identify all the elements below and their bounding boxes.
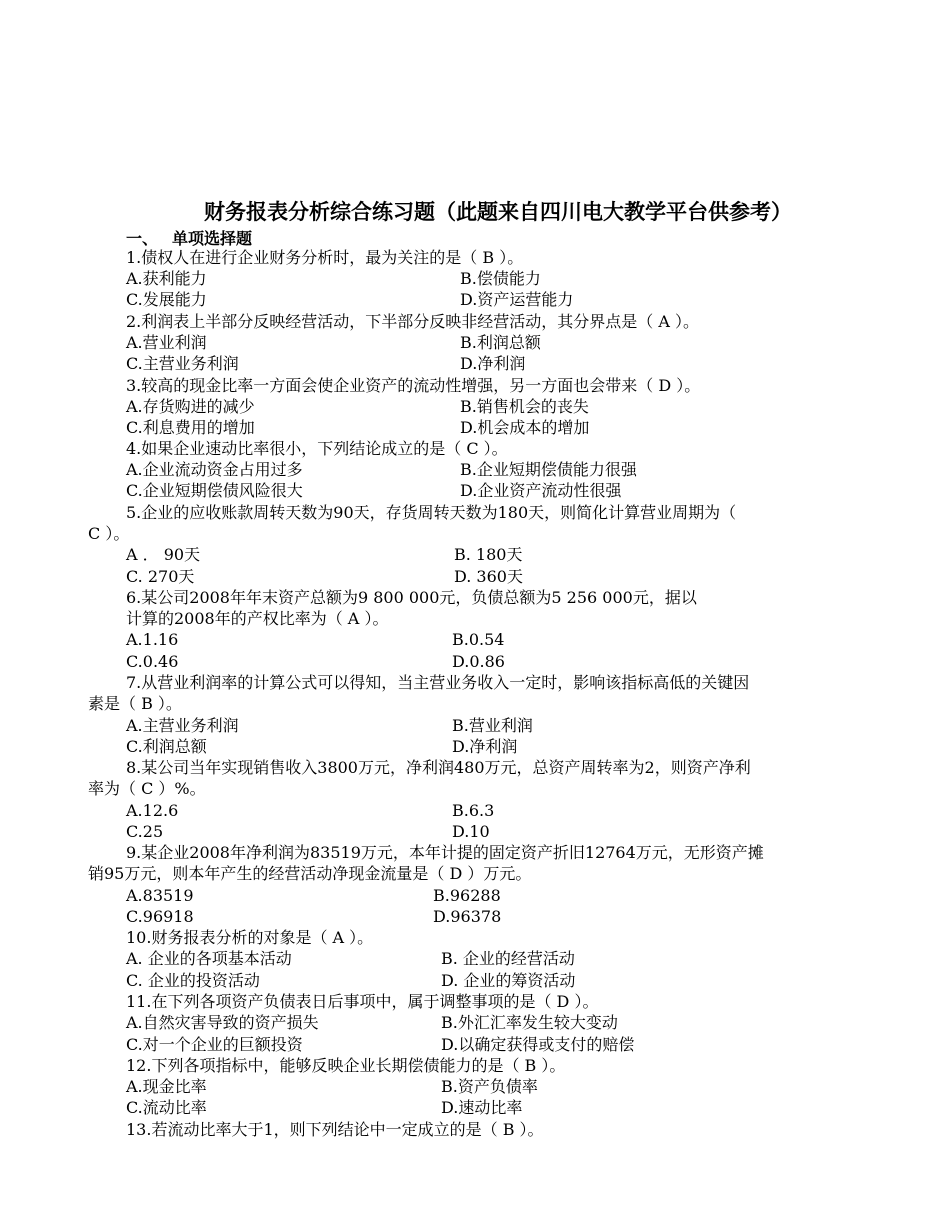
question-9-stem-continued: 销95万元，则本年产生的经营活动净现金流量是（ D ）万元。 bbox=[88, 864, 532, 883]
question-6-stem-continued: 计算的2008年的产权比率为（ A ）。 bbox=[126, 609, 389, 628]
question-10-option-a: A. 企业的各项基本活动 bbox=[126, 949, 292, 968]
section-number: 一、 bbox=[126, 229, 159, 248]
question-2-option-c: C.主营业务利润 bbox=[126, 354, 239, 373]
question-10-option-c: C. 企业的投资活动 bbox=[126, 971, 260, 990]
question-6-option-d: D.0.86 bbox=[452, 652, 505, 671]
question-8-stem: 8.某公司当年实现销售收入3800万元，净利润480万元，总资产周转率为2，则资产净利 bbox=[126, 758, 751, 777]
question-12-option-d: D.速动比率 bbox=[441, 1098, 523, 1117]
question-3-option-b: B.销售机会的丧失 bbox=[460, 397, 589, 416]
question-4-option-c: C.企业短期偿债风险很大 bbox=[126, 481, 303, 500]
question-1-option-d: D.资产运营能力 bbox=[460, 290, 574, 309]
question-8-option-c: C.25 bbox=[126, 822, 164, 841]
question-8-option-b: B.6.3 bbox=[452, 801, 495, 820]
question-6-stem: 6.某公司2008年年末资产总额为9 800 000元，负债总额为5 256 000元，据以 bbox=[126, 588, 697, 607]
document-title: 财务报表分析综合练习题（此题来自四川电大教学平台供参考） bbox=[204, 200, 792, 224]
question-5-option-a: A ． 90天 bbox=[126, 545, 201, 564]
question-2-option-d: D.净利润 bbox=[460, 354, 526, 373]
question-3-option-a: A.存货购进的减少 bbox=[126, 397, 255, 416]
question-6-option-a: A.1.16 bbox=[126, 630, 179, 649]
question-10-option-b: B. 企业的经营活动 bbox=[441, 949, 575, 968]
question-7-stem: 7.从营业利润率的计算公式可以得知，当主营业务收入一定时，影响该指标高低的关键因 bbox=[126, 673, 750, 692]
question-1-option-a: A.获利能力 bbox=[126, 269, 207, 288]
question-6-option-b: B.0.54 bbox=[452, 630, 505, 649]
question-8-stem-continued: 率为（ C ）%。 bbox=[88, 779, 206, 798]
question-10-stem: 10.财务报表分析的对象是（ A ）。 bbox=[126, 928, 374, 947]
section-label: 单项选择题 bbox=[172, 229, 253, 248]
question-7-option-b: B.营业利润 bbox=[452, 716, 533, 735]
section-heading bbox=[126, 226, 252, 249]
question-1-option-b: B.偿债能力 bbox=[460, 269, 541, 288]
question-3-option-d: D.机会成本的增加 bbox=[460, 418, 590, 437]
question-4-option-d: D.企业资产流动性很强 bbox=[460, 481, 622, 500]
question-12-option-b: B.资产负债率 bbox=[441, 1077, 538, 1096]
question-3-stem: 3.较高的现金比率一方面会使企业资产的流动性增强，另一方面也会带来（ D ）。 bbox=[126, 376, 701, 395]
question-9-option-c: C.96918 bbox=[126, 907, 194, 926]
question-11-option-d: D.以确定获得或支付的赔偿 bbox=[441, 1035, 635, 1054]
question-7-option-a: A.主营业务利润 bbox=[126, 716, 239, 735]
question-4-option-b: B.企业短期偿债能力很强 bbox=[460, 460, 637, 479]
question-13-stem: 13.若流动比率大于1，则下列结论中一定成立的是（ B ）。 bbox=[126, 1120, 544, 1139]
question-1-stem: 1.债权人在进行企业财务分析时，最为关注的是（ B ）。 bbox=[126, 248, 524, 267]
question-9-option-a: A.83519 bbox=[126, 886, 194, 905]
question-2-stem: 2.利润表上半部分反映经营活动，下半部分反映非经营活动，其分界点是（ A ）。 bbox=[126, 312, 699, 331]
question-11-option-b: B.外汇汇率发生较大变动 bbox=[441, 1013, 618, 1032]
question-11-option-c: C.对一个企业的巨额投资 bbox=[126, 1035, 303, 1054]
question-6-option-c: C.0.46 bbox=[126, 652, 179, 671]
question-11-option-a: A.自然灾害导致的资产损失 bbox=[126, 1013, 319, 1032]
question-10-option-d: D. 企业的筹资活动 bbox=[441, 971, 576, 990]
question-5-option-c: C. 270天 bbox=[126, 567, 195, 586]
question-4-stem: 4.如果企业速动比率很小，下列结论成立的是（ C ）。 bbox=[126, 439, 508, 458]
question-1-option-c: C.发展能力 bbox=[126, 290, 207, 309]
question-5-stem: 5.企业的应收账款周转天数为90天，存货周转天数为180天，则简化计算营业周期为（ bbox=[126, 503, 737, 522]
question-9-option-d: D.96378 bbox=[433, 907, 502, 926]
question-12-option-a: A.现金比率 bbox=[126, 1077, 207, 1096]
question-9-stem: 9.某企业2008年净利润为83519万元，本年计提的固定资产折旧12764万元，无形资产摊 bbox=[126, 843, 764, 862]
question-8-option-a: A.12.6 bbox=[126, 801, 179, 820]
question-12-option-c: C.流动比率 bbox=[126, 1098, 207, 1117]
question-12-stem: 12.下列各项指标中，能够反映企业长期偿债能力的是（ B ）。 bbox=[126, 1056, 566, 1075]
question-2-option-a: A.营业利润 bbox=[126, 333, 207, 352]
question-9-option-b: B.96288 bbox=[433, 886, 501, 905]
question-4-option-a: A.企业流动资金占用过多 bbox=[126, 460, 303, 479]
question-5-option-b: B. 180天 bbox=[454, 545, 523, 564]
question-5-option-d: D. 360天 bbox=[454, 567, 523, 586]
question-7-option-c: C.利润总额 bbox=[126, 737, 207, 756]
question-7-option-d: D.净利润 bbox=[452, 737, 518, 756]
question-11-stem: 11.在下列各项资产负债表日后事项中，属于调整事项的是（ D ）。 bbox=[126, 992, 599, 1011]
question-2-option-b: B.利润总额 bbox=[460, 333, 541, 352]
question-5-stem-continued: C ）。 bbox=[88, 524, 130, 543]
question-8-option-d: D.10 bbox=[452, 822, 490, 841]
question-7-stem-continued: 素是（ B ）。 bbox=[88, 694, 182, 713]
question-3-option-c: C.利息费用的增加 bbox=[126, 418, 255, 437]
